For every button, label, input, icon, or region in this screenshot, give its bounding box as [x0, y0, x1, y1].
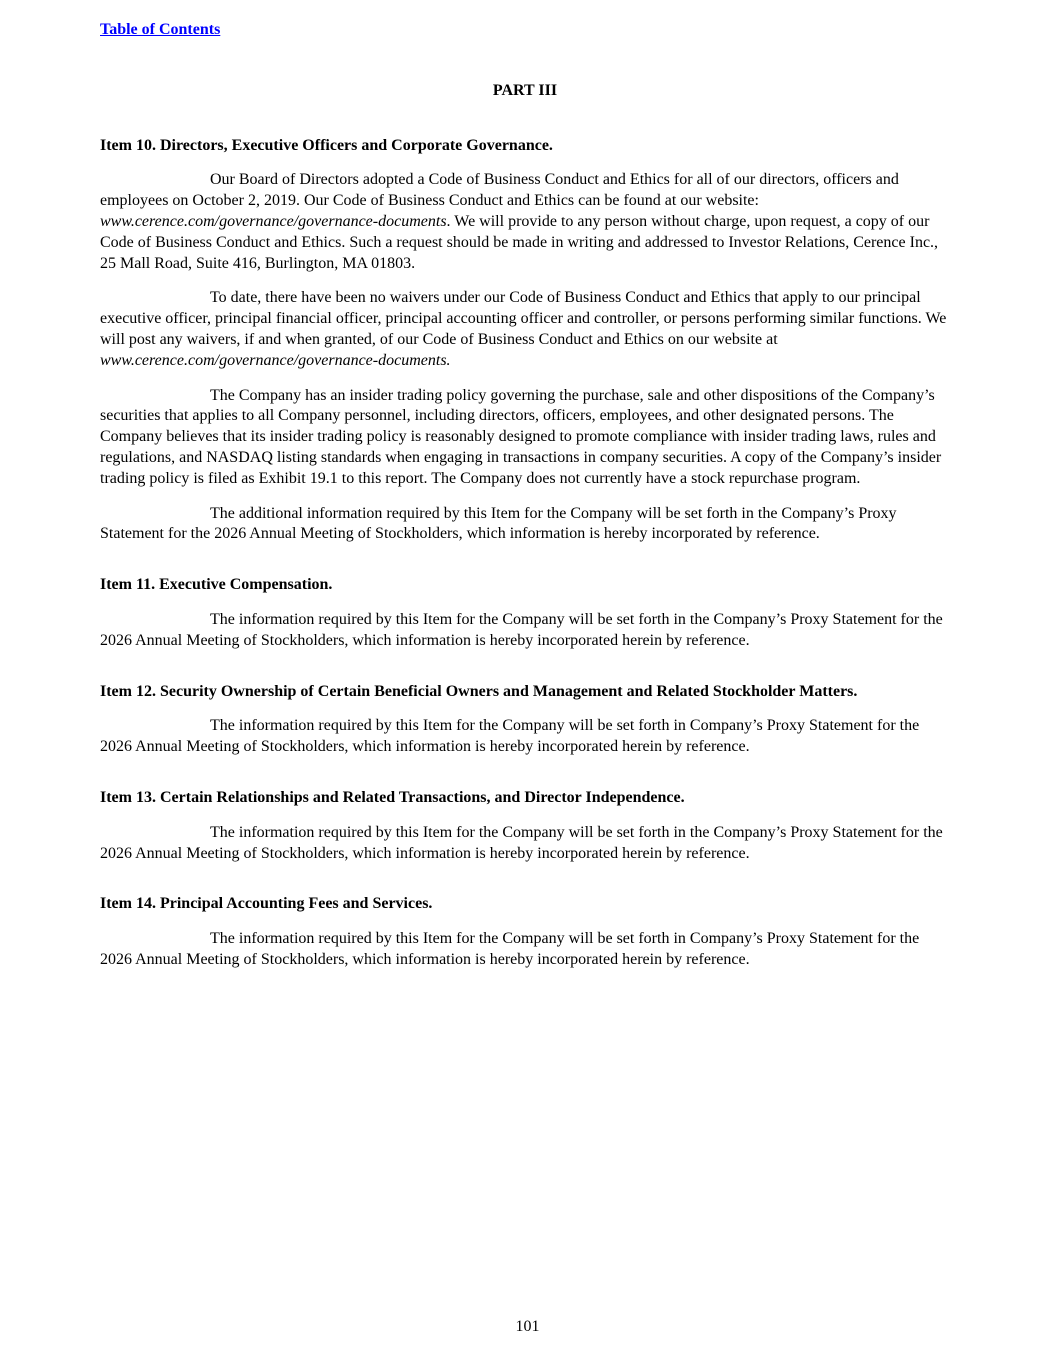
italic-text-run: www.cerence.com/governance/governance-documents	[100, 212, 447, 230]
paragraph	[100, 170, 950, 274]
text-run: The information required by this Item for the Company will be set forth in Company’s Proxy Statement for the 2026 Annual Meeting of Stockholders, which information is hereby incorporated herein by reference.	[100, 930, 920, 968]
italic-text-run: www.cerence.com/governance/governance-documents.	[100, 351, 451, 369]
paragraph	[100, 504, 950, 546]
table-of-contents-link[interactable]: Table of Contents	[100, 21, 221, 38]
section-heading: Item 14. Principal Accounting Fees and Services.	[100, 895, 433, 913]
text-run: To date, there have been no waivers under our Code of Business Conduct and Ethics that apply to our principal executive officer, principal financial officer, principal accounting officer and controller, or persons performing similar functions. We will post any waivers, if and when granted, of our Code of Business Conduct and Ethics on our website at	[100, 289, 947, 348]
text-run: The Company has an insider trading policy governing the purchase, sale and other dispositions of the Company’s securities that applies to all Company personnel, including directors, officers, employees, and other designated persons. The Company believes that its insider trading policy is reasonably designed to promote compliance with insider trading laws, rules and regulations, and NASDAQ listing standards when engaging in transactions in company securities. A copy of the Company’s insider trading policy is filed as Exhibit 19.1 to this report. The Company does not currently have a stock repurchase program.	[100, 386, 942, 487]
section-heading: Item 13. Certain Relationships and Related Transactions, and Director Independence.	[100, 788, 685, 806]
section-heading: Item 10. Directors, Executive Officers and Corporate Governance.	[100, 136, 553, 154]
text-run: . We will provide to any person without charge, upon request, a copy of our Code of Business Conduct and Ethics. Such a request should be made in writing and addressed to Investor Relations, Cerence Inc., 25 Mall Road, Suite 416, Burlington, MA 01803.	[100, 212, 939, 272]
text-run: The information required by this Item for the Company will be set forth in the Company’s Proxy Statement for the 2026 Annual Meeting of Stockholders, which information is hereby incorporated herein by reference.	[100, 610, 943, 649]
section-heading: Item 12. Security Ownership of Certain Beneficial Owners and Management and Related Stockholder Matters.	[100, 682, 858, 700]
part-title: PART III	[492, 81, 558, 99]
paragraph	[100, 386, 950, 490]
paragraph	[100, 823, 950, 865]
section-heading: Item 11. Executive Compensation.	[100, 576, 333, 594]
text-run: The information required by this Item for the Company will be set forth in Company’s Proxy Statement for the 2026 Annual Meeting of Stockholders, which information is hereby incorporated herein by reference.	[100, 717, 920, 756]
paragraph	[100, 716, 950, 758]
paragraph	[100, 288, 950, 371]
paragraph	[100, 929, 950, 971]
text-run: The additional information required by this Item for the Company will be set forth in the Company’s Proxy Statement for the 2026 Annual Meeting of Stockholders, which information is hereby incorporated by reference.	[100, 504, 897, 543]
text-run: Our Board of Directors adopted a Code of Business Conduct and Ethics for all of our directors, officers and employees on October 2, 2019. Our Code of Business Conduct and Ethics can be found at our website:	[100, 171, 899, 210]
page-number: 101	[515, 1318, 540, 1336]
sections-container	[100, 136, 950, 971]
paragraph	[100, 610, 950, 652]
text-run: The information required by this Item for the Company will be set forth in the Company’s Proxy Statement for the 2026 Annual Meeting of Stockholders, which information is hereby incorporated herein by reference.	[100, 823, 943, 862]
